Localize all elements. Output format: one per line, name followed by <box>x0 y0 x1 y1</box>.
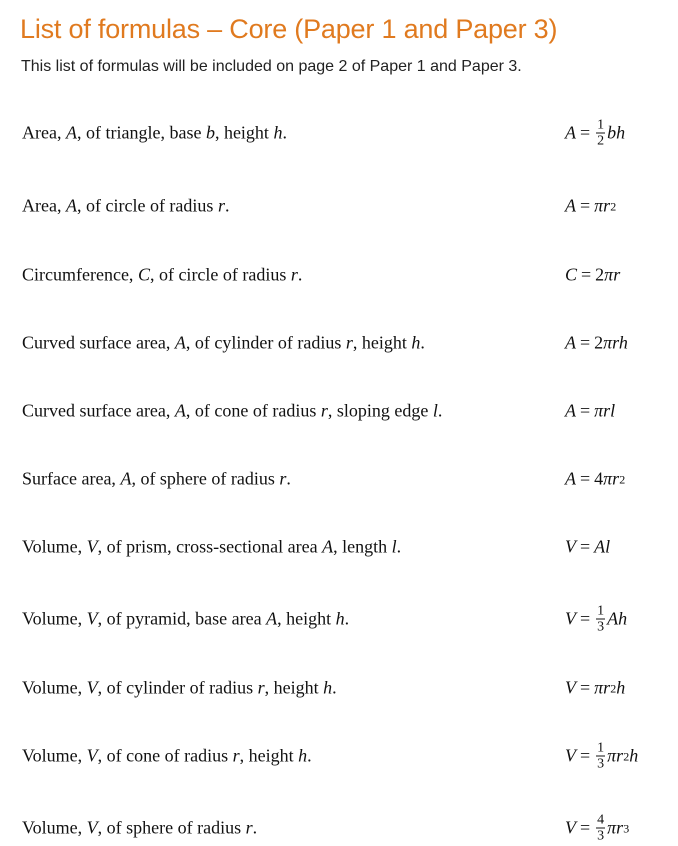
formula-row <box>0 260 678 290</box>
formula-description: Curved surface area, A, of cone of radius r, sloping edge l. <box>22 400 443 421</box>
page-subtitle: This list of formulas will be included on page 2 of Paper 1 and Paper 3. <box>21 58 522 75</box>
formula-description: Area, A, of circle of radius r. <box>22 195 230 216</box>
formula-description: Circumference, C, of circle of radius r. <box>22 264 303 285</box>
formula-row <box>0 191 678 221</box>
fraction: $\frac{1}{2}$ <box>597 117 605 149</box>
formula-row <box>0 604 678 634</box>
fraction: $\frac{1}{3}$ <box>597 603 605 635</box>
formula-expression: A = $\frac{1}{2}$ bh <box>565 117 626 149</box>
formula-description: Volume, V, of pyramid, base area A, height h. <box>22 608 350 629</box>
formula-expression: A = 4 πr 2 <box>565 468 626 489</box>
formula-expression: A = πr 2 <box>565 195 617 216</box>
formula-description: Volume, V, of cone of radius r, height h. <box>22 745 312 766</box>
formula-expression: A = 2 πrh <box>565 332 628 353</box>
formula-row <box>0 328 678 358</box>
formula-description: Curved surface area, A, of cylinder of radius r, height h. <box>22 332 425 353</box>
formula-row <box>0 532 678 562</box>
formula-expression: V = $\frac{4}{3}$ πr 3 <box>565 812 630 844</box>
formula-description: Volume, V, of prism, cross-sectional area A, length l. <box>22 536 402 557</box>
formula-description: Area, A, of triangle, base b, height h. <box>22 122 287 143</box>
formula-row <box>0 673 678 703</box>
formula-expression: A = πrl <box>565 400 616 421</box>
formula-row <box>0 741 678 771</box>
formula-expression: V = $\frac{1}{3}$ πr 2 h <box>565 740 639 772</box>
formula-row <box>0 464 678 494</box>
formula-expression: V = $\frac{1}{3}$ Ah <box>565 603 628 635</box>
formula-row <box>0 813 678 843</box>
formula-row <box>0 118 678 148</box>
formula-expression: C = 2 πr <box>565 264 621 285</box>
page-title: List of formulas – Core (Paper 1 and Paper 3) <box>20 14 558 44</box>
fraction: $\frac{4}{3}$ <box>597 812 605 844</box>
formula-description: Surface area, A, of sphere of radius r. <box>22 468 291 489</box>
formula-expression: V = Al <box>565 536 611 557</box>
formula-description: Volume, V, of cylinder of radius r, height h. <box>22 677 337 698</box>
formula-description: Volume, V, of sphere of radius r. <box>22 817 258 838</box>
fraction: $\frac{1}{3}$ <box>597 740 605 772</box>
formula-row <box>0 396 678 426</box>
formula-expression: V = πr 2 h <box>565 677 626 698</box>
